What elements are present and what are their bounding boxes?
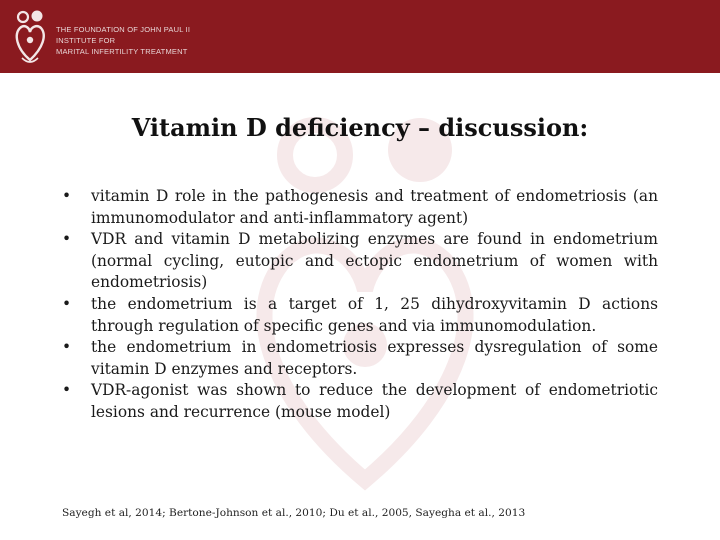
bullet-text: the endometrium in endometriosis expresses dysregulation of some vitamin D enzymes and receptors. (91, 338, 658, 378)
bullet-list (58, 186, 658, 424)
bullet-text: VDR and vitamin D metabolizing enzymes are found in endometrium (normal cycling, eutopic and ectopic endometrium of women with endometriosis) (91, 230, 658, 292)
bullet-dot-icon: • (62, 294, 72, 313)
list-item (58, 186, 658, 229)
references-citation: Sayegh et al, 2014; Bertone-Johnson et al., 2010; Du et al., 2005, Sayegha et al., 2013 (62, 507, 526, 519)
bullet-dot-icon: • (62, 381, 72, 400)
header-band (0, 0, 720, 73)
bullet-dot-icon: • (62, 338, 72, 357)
list-item (58, 294, 658, 337)
org-line-3: MARITAL INFERTILITY TREATMENT (56, 47, 188, 56)
bullet-text: VDR-agonist was shown to reduce the development of endometriotic lesions and recurrence (mouse model) (91, 381, 658, 421)
family-heart-logo-icon (12, 8, 48, 66)
list-item (58, 229, 658, 294)
bullet-dot-icon: • (62, 230, 72, 249)
list-item (58, 337, 658, 380)
bullet-text: the endometrium is a target of 1, 25 dihydroxyvitamin D actions through regulation of specific genes and via immunomodulation. (91, 294, 658, 335)
slide-title: Vitamin D deficiency – discussion: (131, 113, 589, 142)
bullet-dot-icon: • (62, 187, 72, 205)
bullet-text: vitamin D role in the pathogenesis and treatment of endometriosis (an immunomodulator and anti-inflammatory agent) (91, 187, 658, 227)
list-item (58, 380, 658, 423)
org-line-2: INSTITUTE FOR (56, 36, 116, 45)
org-line-1: THE FOUNDATION OF JOHN PAUL II (56, 25, 191, 34)
organization-name (56, 24, 190, 57)
